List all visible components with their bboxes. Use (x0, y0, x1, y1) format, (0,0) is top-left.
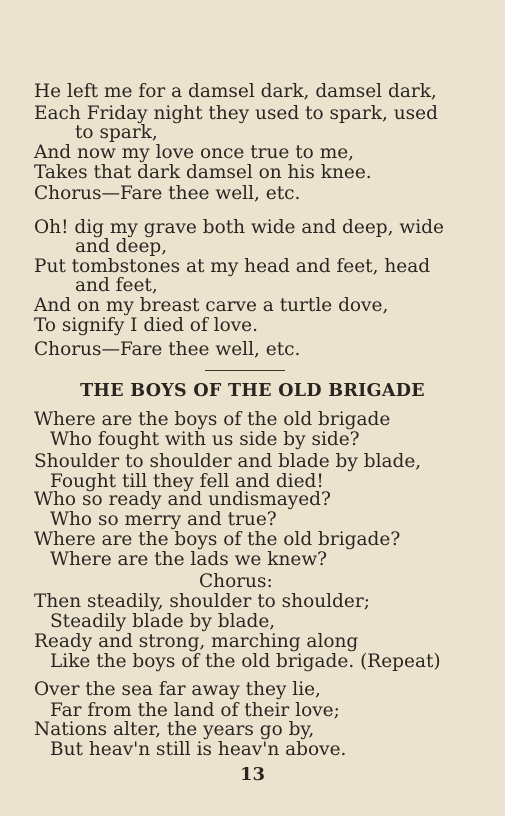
text-line: Far from the land of their love; (50, 700, 340, 721)
song-title: THE BOYS OF THE OLD BRIGADE (80, 381, 425, 401)
section-divider (205, 370, 285, 371)
text-line: Put tombstones at my head and feet, head (34, 256, 431, 277)
text-line: Like the boys of the old brigade. (Repeat) (50, 651, 441, 672)
text-line: Oh! dig my grave both wide and deep, wide (34, 217, 444, 238)
text-line: Where are the boys of the old brigade? (34, 529, 401, 550)
text-line: And now my love once true to me, (34, 142, 355, 163)
text-line: Who so merry and true? (50, 509, 277, 530)
text-line: and deep, (75, 236, 168, 257)
text-line: He left me for a damsel dark, damsel dark, (34, 81, 437, 102)
text-line: Nations alter, the years go by, (34, 719, 315, 740)
chorus-line: Chorus—Fare thee well, etc. (34, 183, 301, 204)
chorus-line: Chorus—Fare thee well, etc. (34, 339, 301, 360)
text-line: Ready and strong, marching along (34, 631, 359, 652)
text-line: and feet, (75, 275, 158, 296)
text-line: Each Friday night they used to spark, used (34, 103, 438, 124)
chorus-heading: Chorus: (199, 571, 273, 592)
text-line: Takes that dark damsel on his knee. (34, 162, 372, 183)
text-line: Steadily blade by blade, (50, 611, 276, 632)
text-line: To signify I died of love. (34, 315, 259, 336)
text-line: But heav'n still is heav'n above. (50, 739, 347, 760)
text-line: Who fought with us side by side? (50, 429, 360, 450)
text-line: Where are the lads we knew? (50, 549, 328, 570)
text-line: Shoulder to shoulder and blade by blade, (34, 451, 422, 472)
text-line: Over the sea far away they lie, (34, 679, 321, 700)
text-line: Who so ready and undismayed? (34, 489, 331, 510)
page-number: 13 (239, 764, 266, 785)
text-line: Then steadily, shoulder to shoulder; (34, 591, 370, 612)
text-line: to spark, (75, 122, 158, 143)
text-line: Fought till they fell and died! (50, 471, 324, 492)
text-line: And on my breast carve a turtle dove, (34, 295, 389, 316)
text-line: Where are the boys of the old brigade (34, 409, 391, 430)
